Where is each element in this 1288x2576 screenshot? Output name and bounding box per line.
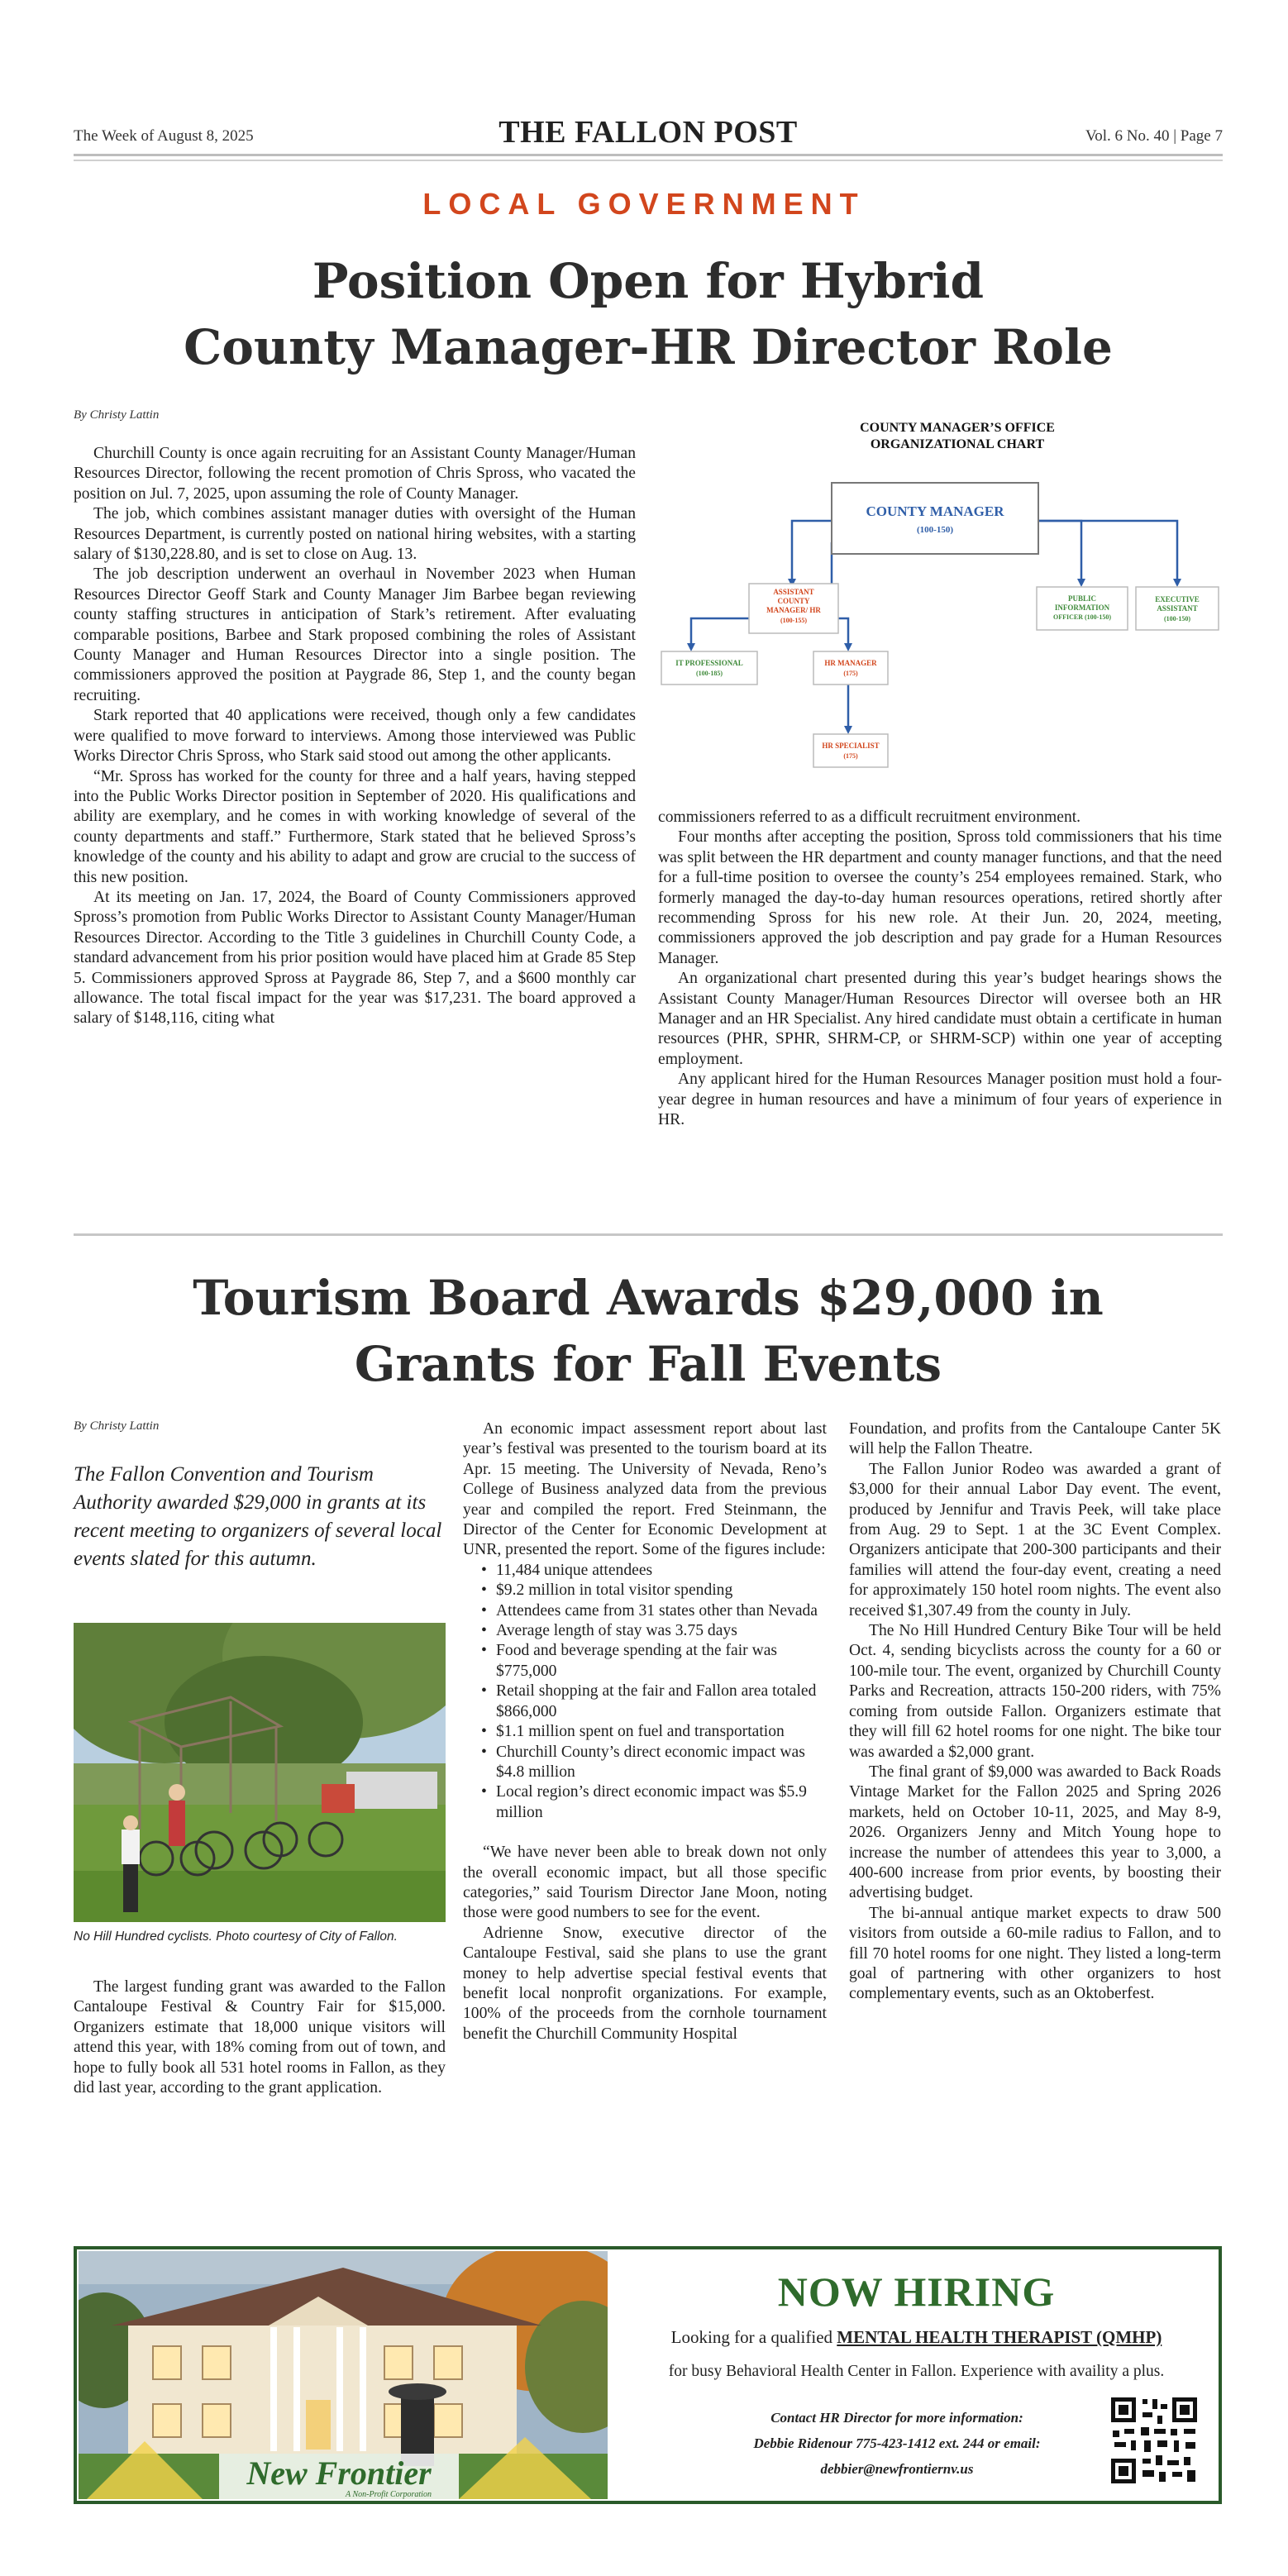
org-box-hr-specialist <box>813 734 888 767</box>
paragraph-continuation: commissioners referred to as a difficult recruitment environment. <box>658 809 1081 826</box>
connector <box>1038 521 1177 584</box>
article2-byline: By Christy Lattin <box>74 1419 160 1433</box>
photo-caption: No Hill Hundred cyclists. Photo courtesy of City of Fallon. <box>74 1930 398 1944</box>
org-chart-title: ORGANIZATIONAL CHART <box>870 437 1045 451</box>
masthead-rule <box>74 154 1223 156</box>
logo-tagline: A Non-Profit Corporation <box>346 2490 432 2499</box>
new-frontier-logo: New Frontier <box>246 2454 432 2492</box>
hiring-advertisement <box>74 2246 1222 2504</box>
paragraph: “We have never been able to break down not only the overall economic impact, but all those specific categories,” said Tourism Director Jane Moon, noting those were good numbers to see for the event. <box>463 1844 827 1922</box>
org-box-code: (100-155) <box>780 617 807 624</box>
paragraph-continuation: Foundation, and profits from the Cantaloupe Canter 5K will help the Fallon Theatre. <box>849 1420 1221 1458</box>
org-box-label: IT PROFESSIONAL <box>675 659 743 667</box>
org-box-label: MANAGER/ HR <box>766 606 821 614</box>
article1-byline: By Christy Lattin <box>74 408 160 422</box>
org-box-label: COUNTY MANAGER <box>866 503 1004 519</box>
article2-column-1 <box>74 1977 446 2098</box>
article2-column-2 <box>463 1419 827 2044</box>
section-label: LOCAL GOVERNMENT <box>422 187 866 221</box>
org-box-label: HR SPECIALIST <box>822 742 880 750</box>
paragraph: Four months after accepting the position, Spross told commissioners that his time was split between the HR department and county manager functions, and that the need for a full-time position to oversee the county’s 254 employees remained. Stark, who formerly managed the day-to-day human resources operations, retired shortly after recommending Spross for his new role. At their Jun. 20, 2024, meeting, commissioners approved the job description and pay grade for a Human Resources Manager. <box>658 828 1222 967</box>
arrow-icon <box>687 643 695 651</box>
headline-line: Grants for Fall Events <box>354 1336 942 1392</box>
org-box-label: COUNTY <box>777 597 810 605</box>
list-item: • Attendees came from 31 states other than Nevada <box>481 1601 827 1621</box>
ad-line-prefix: Looking for a qualified <box>670 2327 837 2347</box>
article1-headline <box>74 248 1223 380</box>
paragraph: An economic impact assessment report about last year’s festival was presented to the tourism board at its Apr. 15 meeting. The University of Nevada, Reno’s College of Business analyzed data from the previous year and compiled the report. Fred Steinmann, the Director of the Center for Economic Development at UNR, presented the report. Some of the figures include: <box>463 1420 827 1559</box>
paragraph: “Mr. Spross has worked for the county for three and a half years, having stepped into the Public Works Director position in September of 2020. His qualifications and ability are exemplary, and he comes in with working knowledge of several of the county departments and staff.” Furthermore, Stark stated that he believed Spross’s knowledge of the county and his ability to adapt and grow are crucial to the success of this new position. <box>74 767 636 886</box>
masthead <box>74 114 1223 157</box>
list-item: • Local region’s direct economic impact was $5.9 million <box>481 1782 827 1823</box>
ad-contact-line: Debbie Ridenour 775-423-1412 ext. 244 or email: <box>753 2435 1041 2451</box>
list-item: • Churchill County’s direct economic impact was $4.8 million <box>481 1743 827 1783</box>
arrow-icon <box>1173 579 1181 587</box>
org-box-code: (175) <box>843 752 858 760</box>
org-box-label: EXECUTIVE <box>1155 595 1200 603</box>
paragraph: Adrienne Snow, executive director of the Cantaloupe Festival, said she plans to use the grant money to help advertise special festival events that benefit local nonprofit organizations. For example, 100% of the proceeds from the cornhole tournament benefit the Churchill Community Hospital <box>463 1924 827 2043</box>
org-box-code: (100-150) <box>917 525 953 535</box>
paragraph: The final grant of $9,000 was awarded to Back Roads Vintage Market for the Fallon 2025 and Spring 2026 markets, held on October 10-11, 2025, and May 8-9, 2026. Organizers Jenny and Mitch Young hope to increase the number of attendees this year to 3,000, a 400-600 increase from prior events, by boosting their advertising budget. <box>849 1763 1221 1902</box>
article1-column-1 <box>74 444 636 1029</box>
ad-position-line <box>616 2327 1217 2348</box>
qr-code-icon <box>1109 2396 1199 2485</box>
masthead-rule <box>74 160 1223 161</box>
paragraph: The bi-annual antique market expects to draw 500 visitors from outside a 60-mile radius to Fallon, and to fill 70 hotel rooms for one night. They listed a long-term goal of partnering with other organizers to host complementary events, such as an Oktoberfest. <box>849 1904 1221 2003</box>
org-box-label: INFORMATION <box>1054 603 1110 612</box>
org-box-label: OFFICER (100-150) <box>1053 613 1111 621</box>
org-chart <box>658 418 1220 790</box>
org-box-label: PUBLIC <box>1067 594 1097 603</box>
article2-dek: The Fallon Convention and Tourism Authority awarded $29,000 in grants at its recent meeting to organizers of several local events slated for this autumn. <box>74 1463 442 1570</box>
arrow-icon <box>844 643 852 651</box>
list-item: • $1.1 million spent on fuel and transportation <box>481 1722 827 1742</box>
paragraph: Any applicant hired for the Human Resources Manager position must hold a four-year degree in human resources and have a minimum of four years of experience in HR. <box>658 1071 1222 1129</box>
org-box-code: (175) <box>843 670 858 677</box>
org-box-code: (100-185) <box>696 670 723 677</box>
ad-role: MENTAL HEALTH THERAPIST (QMHP) <box>837 2327 1162 2347</box>
paragraph: Stark reported that 40 applications were received, though only a few candidates were qualified to move forward to interviews. Among those interviewed was Public Works Director Chris Spross, who Stark said stood out among the other applicants. <box>74 707 636 766</box>
org-box-label: HR MANAGER <box>824 659 877 667</box>
org-box-label: ASSISTANT <box>773 588 814 596</box>
org-box-code: (100-150) <box>1164 615 1190 623</box>
volume-page: Vol. 6 No. 40 | Page 7 <box>1085 127 1223 145</box>
ad-contact-line: Contact HR Director for more information: <box>770 2410 1023 2426</box>
headline-line: County Manager-HR Director Role <box>184 319 1113 375</box>
arrow-icon <box>844 726 852 734</box>
newspaper-title: THE FALLON POST <box>499 115 798 150</box>
org-box-it-professional <box>661 651 757 685</box>
org-box-hr-manager <box>813 651 888 685</box>
ad-text-panel <box>616 2251 1217 2499</box>
org-chart-title: COUNTY MANAGER’S OFFICE <box>860 421 1055 435</box>
cyclists-photo <box>74 1623 446 1922</box>
connector <box>1038 521 1081 584</box>
paragraph: An organizational chart presented during this year’s budget hearings shows the Assistant County Manager/Human Resources Director will oversee both an HR Manager and an HR Specialist. Any hired candidate must obtain a certificate in human resources (PHR, SPHR, SHRM-CP, or SHRM-SCP) within one year of accepting employment. <box>658 970 1222 1068</box>
building-photo <box>79 2251 608 2499</box>
ad-email: debbier@newfrontiernv.us <box>820 2461 974 2477</box>
org-box-label: ASSISTANT <box>1157 604 1198 613</box>
headline-line: Position Open for Hybrid <box>312 253 985 309</box>
article2-column-3 <box>849 1419 1221 2005</box>
article1-column-2 <box>658 808 1222 1131</box>
article-divider <box>74 1233 1223 1236</box>
arrow-icon <box>1077 579 1085 587</box>
article2-headline <box>74 1265 1223 1397</box>
ad-description: for busy Behavioral Health Center in Fallon. Experience with availity a plus. <box>668 2363 1165 2380</box>
issue-date: The Week of August 8, 2025 <box>74 127 254 145</box>
paragraph: The Fallon Junior Rodeo was awarded a grant of $3,000 for their annual Labor Day event. The event, produced by Jennifur and Travis Peek, will take place from Aug. 29 to Sept. 1 at the 3C Event Complex. Organizers anticipate that 200-300 participants and their families will attend the four-day event, creating a need for approximately 150 hotel room nights. The event also received $1,307.49 from the county in July. <box>849 1460 1221 1620</box>
headline-line: Tourism Board Awards $29,000 in <box>193 1270 1104 1326</box>
impact-figures-list <box>481 1561 827 1823</box>
paragraph: The job description underwent an overhaul in November 2023 when Human Resources Director Geoff Stark and County Manager Jim Barbee began reviewing county staffing structures in anticipation of Stark’s retirement. After evaluating comparable positions, Barbee and Stark proposed combining the roles of Assistant County Manager and Human Resources Director into a single position. The commissioners approved the position at Paygrade 86, Step 1, and the county began recruiting. <box>74 565 636 704</box>
paragraph: Churchill County is once again recruiting for an Assistant County Manager/Human Resources Director, following the recent promotion of Chris Spross, who vacated the position on Jul. 7, 2025, upon assuming the role of County Manager. <box>74 445 636 503</box>
paragraph: The largest funding grant was awarded to the Fallon Cantaloupe Festival & Country Fair for $15,000. Organizers estimate that 18,000 unique visitors will attend this year, with 18% coming from out of town, and hope to fully book all 531 hotel rooms in Fallon, as they did last year, according to the grant application. <box>74 1978 446 2097</box>
list-item: • Retail shopping at the fair and Fallon area totaled $866,000 <box>481 1682 827 1722</box>
paragraph: At its meeting on Jan. 17, 2024, the Board of County Commissioners approved Spross’s promotion from Public Works Director to Assistant County Manager/Human Resources Director. According to the Title 3 guidelines in Churchill County Code, a standard advancement from his prior position would have placed him at Grade 85 Step 5. Commissioners approved Spross at Paygrade 86, Step 7, and a $600 monthly car allowance. The total fiscal impact for the year was $17,231. The board approved a salary of $148,116, citing what <box>74 888 636 1028</box>
list-item: • $9.2 million in total visitor spending <box>481 1581 827 1600</box>
paragraph: The job, which combines assistant manager duties with oversight of the Human Resources Department, is currently posted on national hiring websites, with a starting salary of $130,228.80, and is set to close on Aug. 13. <box>74 505 636 564</box>
list-item: • 11,484 unique attendees <box>481 1561 827 1581</box>
connector <box>792 521 832 584</box>
paragraph: The No Hill Hundred Century Bike Tour will be held Oct. 4, sending bicyclists across the county for a 60 or 100-mile tour. The event, organized by Churchill County Parks and Recreation, attracts 150-200 riders, with 75% coming from outside Fallon. Organizers estimate that they will fill 62 hotel rooms for one night. The bike tour was awarded a $2,000 grant. <box>849 1622 1221 1761</box>
list-item: • Food and beverage spending at the fair was $775,000 <box>481 1641 827 1682</box>
list-item: • Average length of stay was 3.75 days <box>481 1621 827 1641</box>
ad-contact <box>715 2405 1079 2482</box>
ad-title: NOW HIRING <box>777 2268 1056 2315</box>
